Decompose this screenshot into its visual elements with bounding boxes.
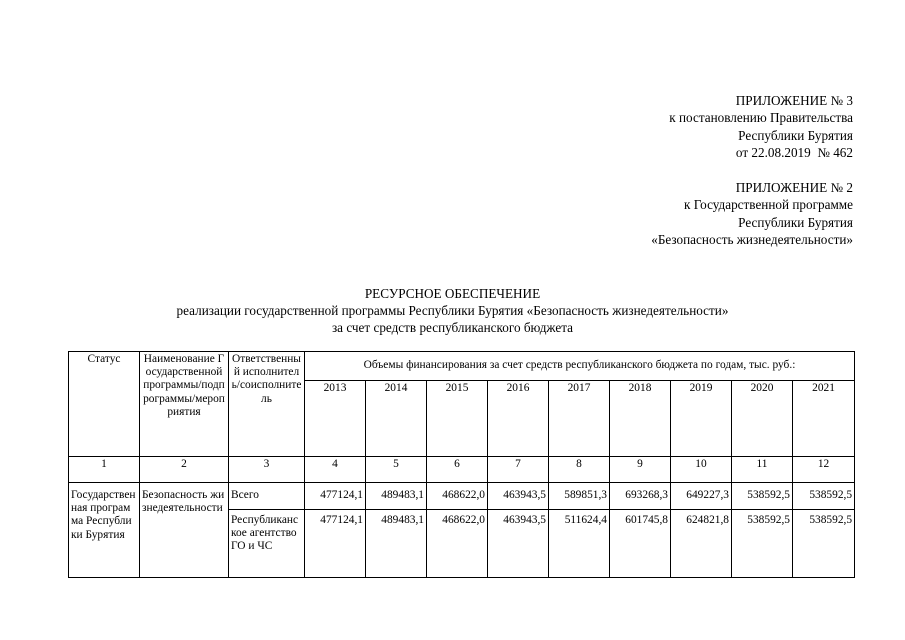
table-row-total [69, 483, 855, 510]
annex-decree-line: Республики Бурятия [738, 127, 853, 143]
cell-value: 489483,1 [366, 510, 427, 578]
cell-value: 489483,1 [366, 483, 427, 510]
cell-executor: Всего [229, 483, 305, 510]
table-header-row [69, 352, 855, 381]
cell-program-name: Безопасность жизнедеятельности [140, 483, 229, 578]
cell-value: 468622,0 [427, 483, 488, 510]
year-cell: 2014 [366, 381, 427, 457]
cell-value: 477124,1 [305, 483, 366, 510]
annex-program-block [651, 179, 853, 248]
column-number: 11 [732, 457, 793, 483]
annex-program-name: «Безопасность жизнедеятельности» [651, 231, 853, 247]
header-volumes: Объемы финансирования за счет средств республиканского бюджета по годам, тыс. руб.: [305, 352, 855, 381]
year-cell: 2013 [305, 381, 366, 457]
cell-value: 477124,1 [305, 510, 366, 578]
header-status: Статус [69, 352, 140, 457]
title-heading: РЕСУРСНОЕ ОБЕСПЕЧЕНИЕ [364, 286, 541, 301]
document-title [0, 286, 905, 336]
cell-value: 624821,8 [671, 510, 732, 578]
column-number: 7 [488, 457, 549, 483]
cell-executor: Республиканское агентство ГО и ЧС [229, 510, 305, 578]
cell-value: 538592,5 [793, 510, 855, 578]
annex-decree-block [669, 92, 853, 161]
column-number: 2 [140, 457, 229, 483]
cell-value: 463943,5 [488, 510, 549, 578]
cell-value: 463943,5 [488, 483, 549, 510]
column-number: 5 [366, 457, 427, 483]
column-number: 12 [793, 457, 855, 483]
year-cell: 2021 [793, 381, 855, 457]
cell-value: 468622,0 [427, 510, 488, 578]
annex-decree-date: от 22.08.2019 № 462 [735, 144, 853, 160]
cell-value: 693268,3 [610, 483, 671, 510]
column-number: 8 [549, 457, 610, 483]
cell-value: 601745,8 [610, 510, 671, 578]
year-cell: 2016 [488, 381, 549, 457]
cell-status: Государственная программа Республики Бурятия [69, 483, 140, 578]
annex-program-line: к Государственной программе [683, 197, 853, 213]
cell-value: 649227,3 [671, 483, 732, 510]
year-cell: 2020 [732, 381, 793, 457]
column-number: 4 [305, 457, 366, 483]
year-cell: 2018 [610, 381, 671, 457]
year-cell: 2015 [427, 381, 488, 457]
year-cell: 2019 [671, 381, 732, 457]
cell-value: 538592,5 [732, 510, 793, 578]
cell-value: 589851,3 [549, 483, 610, 510]
column-number: 1 [69, 457, 140, 483]
column-number: 9 [610, 457, 671, 483]
header-executor: Ответственный исполнитель/соисполнитель [229, 352, 305, 457]
cell-value: 511624,4 [549, 510, 610, 578]
resource-table [68, 351, 855, 578]
column-number: 10 [671, 457, 732, 483]
year-cell: 2017 [549, 381, 610, 457]
column-number: 3 [229, 457, 305, 483]
column-numbers-row [69, 457, 855, 483]
header-name: Наименование Государственной программы/подпрограммы/мероприятия [140, 352, 229, 457]
annex-program-line: Республики Бурятия [738, 214, 853, 230]
cell-value: 538592,5 [793, 483, 855, 510]
annex-decree-line: к постановлению Правительства [669, 110, 853, 126]
annex-decree-title: ПРИЛОЖЕНИЕ № 3 [735, 93, 853, 108]
title-subheading: за счет средств республиканского бюджета [331, 319, 574, 335]
annex-program-title: ПРИЛОЖЕНИЕ № 2 [735, 180, 853, 195]
cell-value: 538592,5 [732, 483, 793, 510]
title-subheading: реализации государственной программы Республики Бурятия «Безопасность жизнедеятельности» [176, 302, 729, 318]
column-number: 6 [427, 457, 488, 483]
